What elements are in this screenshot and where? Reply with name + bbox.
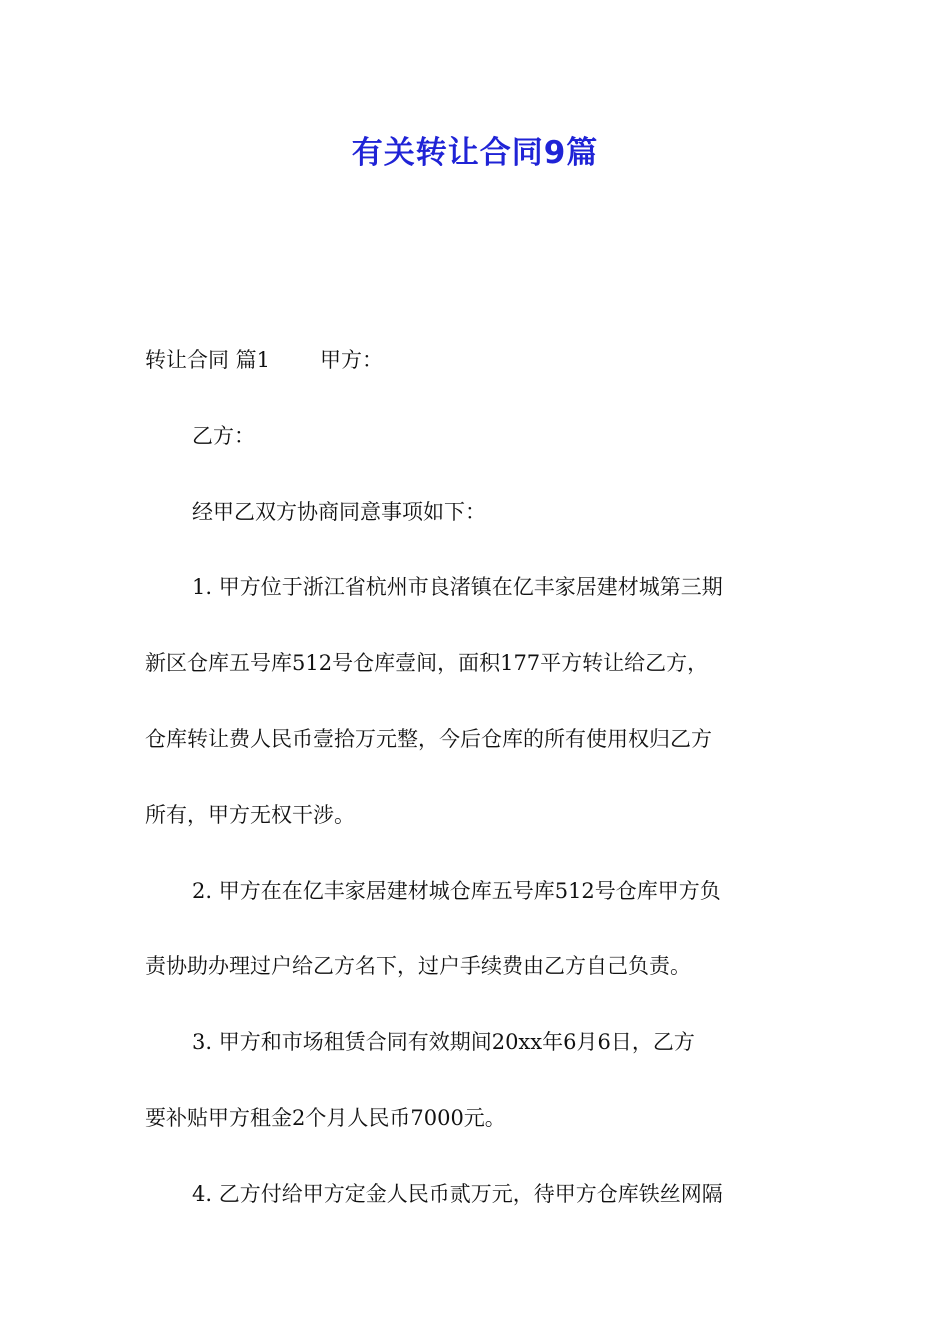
clause-line: 新区仓库五号库512号仓库壹间，面积177平方转让给乙方， [145, 651, 709, 676]
section-heading-line [145, 340, 807, 416]
intro-paragraph: 经甲乙双方协商同意事项如下： [192, 499, 486, 524]
clause-line: 要补贴甲方租金2个月人民币7000元。 [145, 1105, 506, 1130]
party-b-label: 乙方： [192, 423, 255, 448]
clause-line: 所有，甲方无权干涉。 [145, 802, 355, 827]
document-title: 有关转让合同9篇 [351, 135, 599, 171]
clause-line: 4. 乙方付给甲方定金人民币贰万元，待甲方仓库铁丝网隔 [192, 1181, 723, 1206]
clause-line: 2. 甲方在在亿丰家居建材城仓库五号库512号仓库甲方负 [192, 878, 721, 903]
clause-line: 3. 甲方和市场租赁合同有效期间20xx年6月6日，乙方 [192, 1030, 695, 1055]
clause-line: 责协助办理过户给乙方名下，过户手续费由乙方自己负责。 [145, 954, 691, 979]
party-a-label: 甲方： [320, 348, 384, 372]
section-heading: 转让合同 篇1 [145, 348, 271, 372]
clause-line: 1. 甲方位于浙江省杭州市良渚镇在亿丰家居建材城第三期 [192, 575, 723, 600]
contract-body [145, 340, 807, 1250]
clause-line: 仓库转让费人民币壹拾万元整，今后仓库的所有使用权归乙方 [145, 726, 712, 751]
